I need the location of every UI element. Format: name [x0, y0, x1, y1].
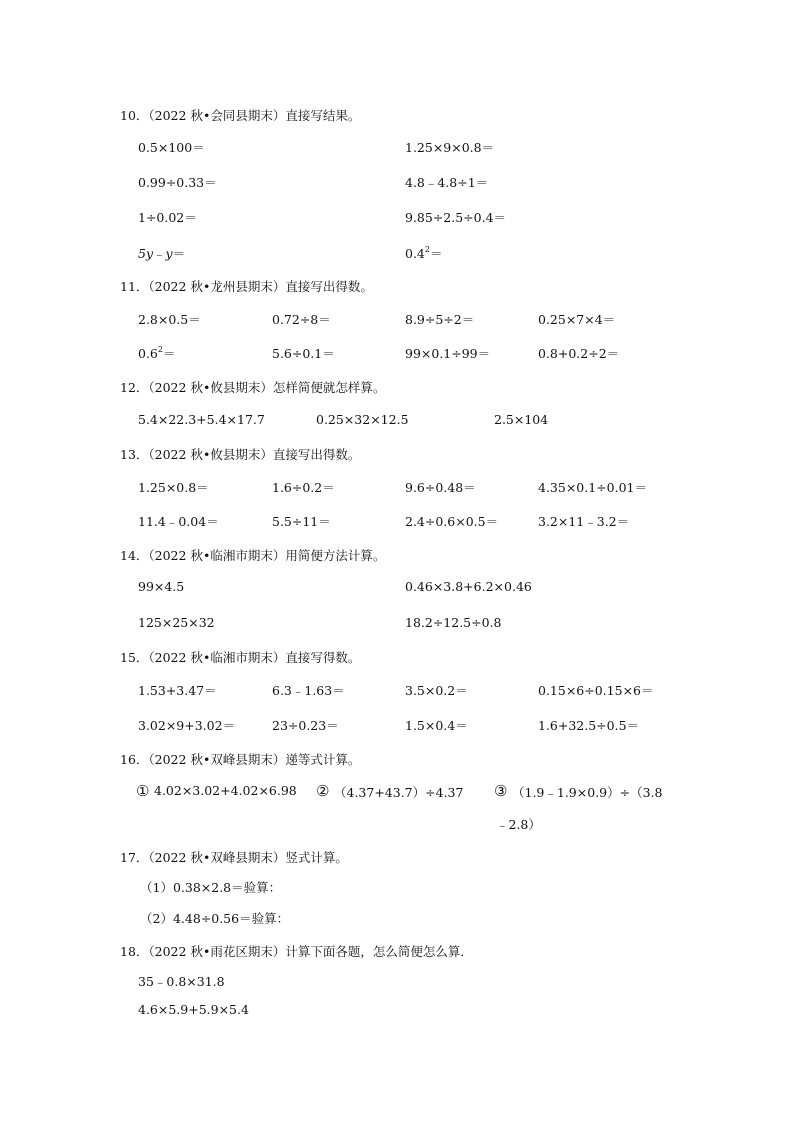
q15-item: 3.5×0.2＝ [405, 683, 468, 698]
question-11-title: 11．（2022 秋•龙州县期末）直接写出得数。 [120, 279, 373, 294]
q16-item-continuation: ﹣2.8） [496, 817, 541, 832]
minus-sign: ﹣ [153, 246, 166, 261]
q11-item: 0.25×7×4＝ [538, 312, 616, 327]
q13-item: 3.2×11﹣3.2＝ [538, 514, 630, 529]
q16-item: 4.02×3.02+4.02×6.98 [154, 783, 297, 798]
base: 0.6 [138, 346, 158, 361]
q10-item: 9.85÷2.5÷0.4＝ [405, 210, 507, 225]
q10-item: 0.99÷0.33＝ [138, 175, 217, 190]
q17-item: （2）4.48÷0.56＝验算： [140, 911, 290, 926]
q18-item: 35﹣0.8×31.8 [138, 974, 225, 989]
q11-item: 8.9÷5÷2＝ [405, 312, 475, 327]
question-18-title: 18．（2022 秋•雨花区期末）计算下面各题，怎么简便怎么算． [120, 944, 473, 959]
q14-item: 18.2÷12.5÷0.8 [405, 615, 502, 630]
q14-item: 0.46×3.8+6.2×0.46 [405, 579, 532, 594]
q13-item: 9.6÷0.48＝ [405, 480, 476, 495]
question-13-title: 13．（2022 秋•攸县期末）直接写出得数。 [120, 447, 361, 462]
q12-item: 0.25×32×12.5 [316, 412, 409, 427]
question-15-title: 15．（2022 秋•临湘市期末）直接写得数。 [120, 650, 361, 665]
q10-item: 0.5×100＝ [138, 140, 205, 155]
question-12-title: 12．（2022 秋•攸县期末）怎样简便就怎样算。 [120, 380, 386, 395]
question-10-title: 10．（2022 秋•会同县期末）直接写结果。 [120, 108, 361, 123]
q13-item: 5.5÷11＝ [272, 514, 331, 529]
q16-item: （4.37+43.7）÷4.37 [334, 785, 464, 800]
question-14-title: 14．（2022 秋•临湘市期末）用简便方法计算。 [120, 548, 386, 563]
var-5y: 5y [138, 246, 154, 261]
base: 0.4 [405, 246, 425, 261]
q13-item: 11.4﹣0.04＝ [138, 514, 219, 529]
q15-item: 6.3﹣1.63＝ [272, 683, 345, 698]
q11-item: 99×0.1÷99＝ [405, 346, 491, 361]
q18-item: 4.6×5.9+5.9×5.4 [138, 1002, 249, 1017]
q15-item: 1.5×0.4＝ [405, 718, 468, 733]
q11-item-power [138, 344, 176, 362]
equals-sign: ＝ [172, 246, 186, 261]
q10-item: 4.8﹣4.8÷1＝ [405, 175, 489, 190]
var-y: y [165, 246, 173, 261]
q14-item: 125×25×32 [138, 615, 215, 630]
q13-item: 2.4÷0.6×0.5＝ [405, 514, 499, 529]
q15-item: 1.6+32.5÷0.5＝ [538, 718, 640, 733]
q11-item: 0.72÷8＝ [272, 312, 331, 327]
q14-item: 99×4.5 [138, 579, 185, 594]
q10-item-algebra [138, 244, 185, 262]
q13-item: 1.25×0.8＝ [138, 480, 209, 495]
equals-sign: ＝ [429, 246, 443, 261]
q13-item: 1.6÷0.2＝ [272, 480, 335, 495]
q10-item-power [405, 244, 443, 262]
q15-item: 0.15×6÷0.15×6＝ [538, 683, 654, 698]
circled-number-1: ① [136, 782, 150, 800]
exponent: 2 [424, 245, 430, 254]
q16-item: （1.9﹣1.9×0.9）÷（3.8 [512, 785, 663, 800]
q10-item: 1.25×9×0.8＝ [405, 140, 495, 155]
q17-item: （1）0.38×2.8＝验算： [140, 880, 282, 895]
exponent: 2 [157, 345, 163, 354]
q15-item: 1.53+3.47＝ [138, 683, 217, 698]
circled-number-3: ③ [494, 782, 508, 800]
question-16-title: 16．（2022 秋•双峰县期末）递等式计算。 [120, 752, 361, 767]
q13-item: 4.35×0.1÷0.01＝ [538, 480, 647, 495]
q11-item: 5.6÷0.1＝ [272, 346, 335, 361]
q11-item: 2.8×0.5＝ [138, 312, 201, 327]
q12-item: 2.5×104 [494, 412, 549, 427]
q12-item: 5.4×22.3+5.4×17.7 [138, 412, 265, 427]
q15-item: 23÷0.23＝ [272, 718, 339, 733]
question-17-title: 17．（2022 秋•双峰县期末）竖式计算。 [120, 850, 348, 865]
q15-item: 3.02×9+3.02＝ [138, 718, 236, 733]
circled-number-2: ② [316, 782, 330, 800]
q10-item: 1÷0.02＝ [138, 210, 197, 225]
q11-item: 0.8+0.2÷2＝ [538, 346, 620, 361]
equals-sign: ＝ [162, 346, 176, 361]
